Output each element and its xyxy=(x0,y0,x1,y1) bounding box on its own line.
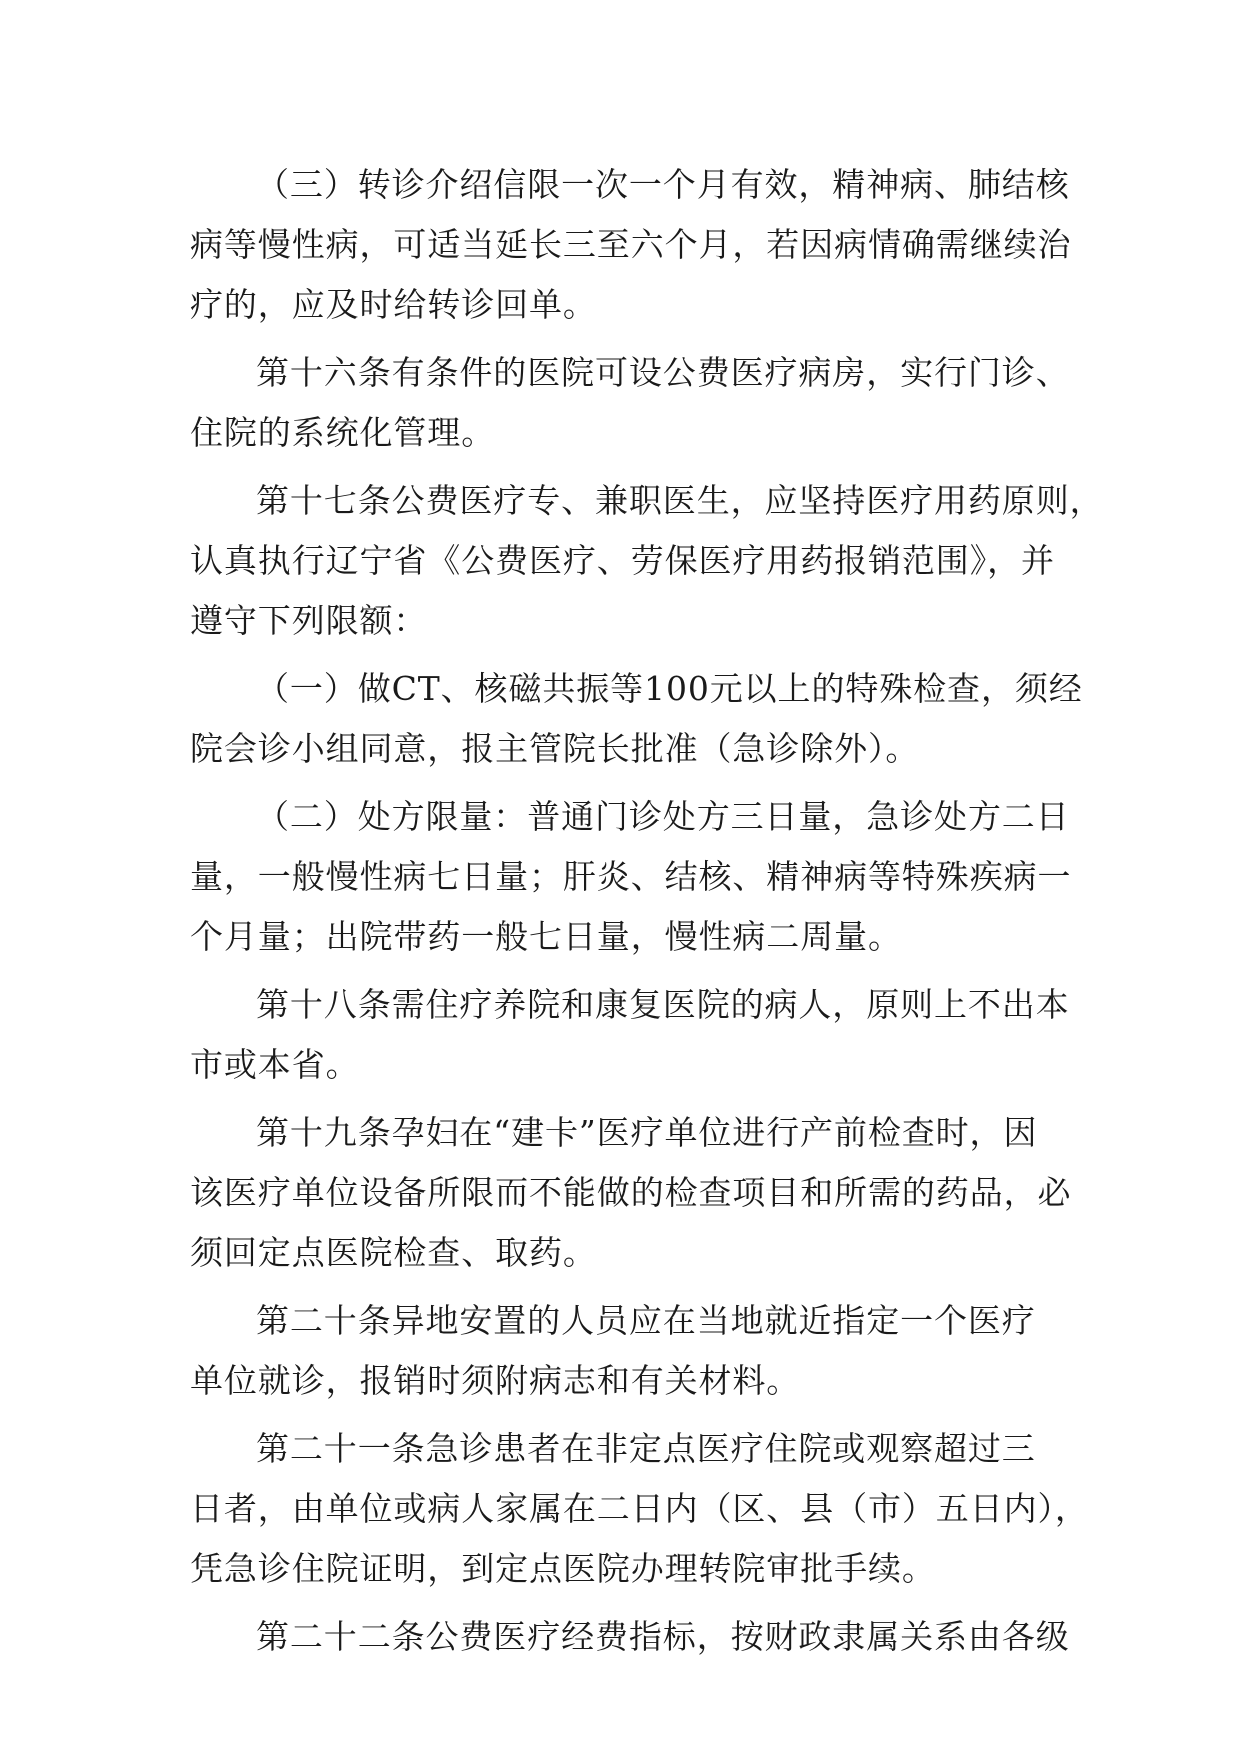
paragraph-line: 第十八条需住疗养院和康复医院的病人，原则上不出本 xyxy=(256,985,1070,1024)
paragraph-line: 遵守下列限额： xyxy=(190,601,428,640)
paragraph-line: 单位就诊，报销时须附病志和有关材料。 xyxy=(190,1361,801,1400)
paragraph-line: 该医疗单位设备所限而不能做的检查项目和所需的药品，必 xyxy=(190,1173,1072,1212)
paragraph-line: 病等慢性病，可适当延长三至六个月，若因病情确需继续治 xyxy=(190,225,1072,264)
paragraph-line: 第二十二条公费医疗经费指标，按财政隶属关系由各级 xyxy=(256,1617,1070,1656)
paragraph-line: （二）处方限量：普通门诊处方三日量，急诊处方二日 xyxy=(256,797,1070,836)
paragraph-line: 凭急诊住院证明，到定点医院办理转院审批手续。 xyxy=(190,1549,936,1588)
paragraph-line: 第二十一条急诊患者在非定点医疗住院或观察超过三 xyxy=(256,1429,1036,1468)
paragraph-line: （三）转诊介绍信限一次一个月有效，精神病、肺结核 xyxy=(256,165,1070,204)
paragraph-line: 认真执行辽宁省《公费医疗、劳保医疗用药报销范围》，并 xyxy=(190,541,1055,580)
paragraph-line: 第二十条异地安置的人员应在当地就近指定一个医疗 xyxy=(256,1301,1036,1340)
paragraph-line: 住院的系统化管理。 xyxy=(190,413,496,452)
paragraph-line: 第十六条有条件的医院可设公费医疗病房，实行门诊、 xyxy=(256,353,1070,392)
paragraph-line: 量，一般慢性病七日量；肝炎、结核、精神病等特殊疾病一 xyxy=(190,857,1072,896)
paragraph-line: 院会诊小组同意，报主管院长批准（急诊除外）。 xyxy=(190,729,920,768)
paragraph-line: 市或本省。 xyxy=(190,1045,360,1084)
paragraph-line: 疗的，应及时给转诊回单。 xyxy=(190,285,597,324)
paragraph-line: 日者，由单位或病人家属在二日内（区、县（市）五日内）， xyxy=(190,1489,1089,1528)
paragraph-line: 须回定点医院检查、取药。 xyxy=(190,1233,597,1272)
paragraph-line: 第十九条孕妇在“建卡”医疗单位进行产前检查时，因 xyxy=(256,1113,1038,1152)
paragraph-line: （一）做CT、核磁共振等100元以上的特殊检查，须经 xyxy=(256,669,1083,708)
paragraph-line: 个月量；出院带药一般七日量，慢性病二周量。 xyxy=(190,917,902,956)
paragraph-line: 第十七条公费医疗专、兼职医生，应坚持医疗用药原则， xyxy=(256,481,1104,520)
